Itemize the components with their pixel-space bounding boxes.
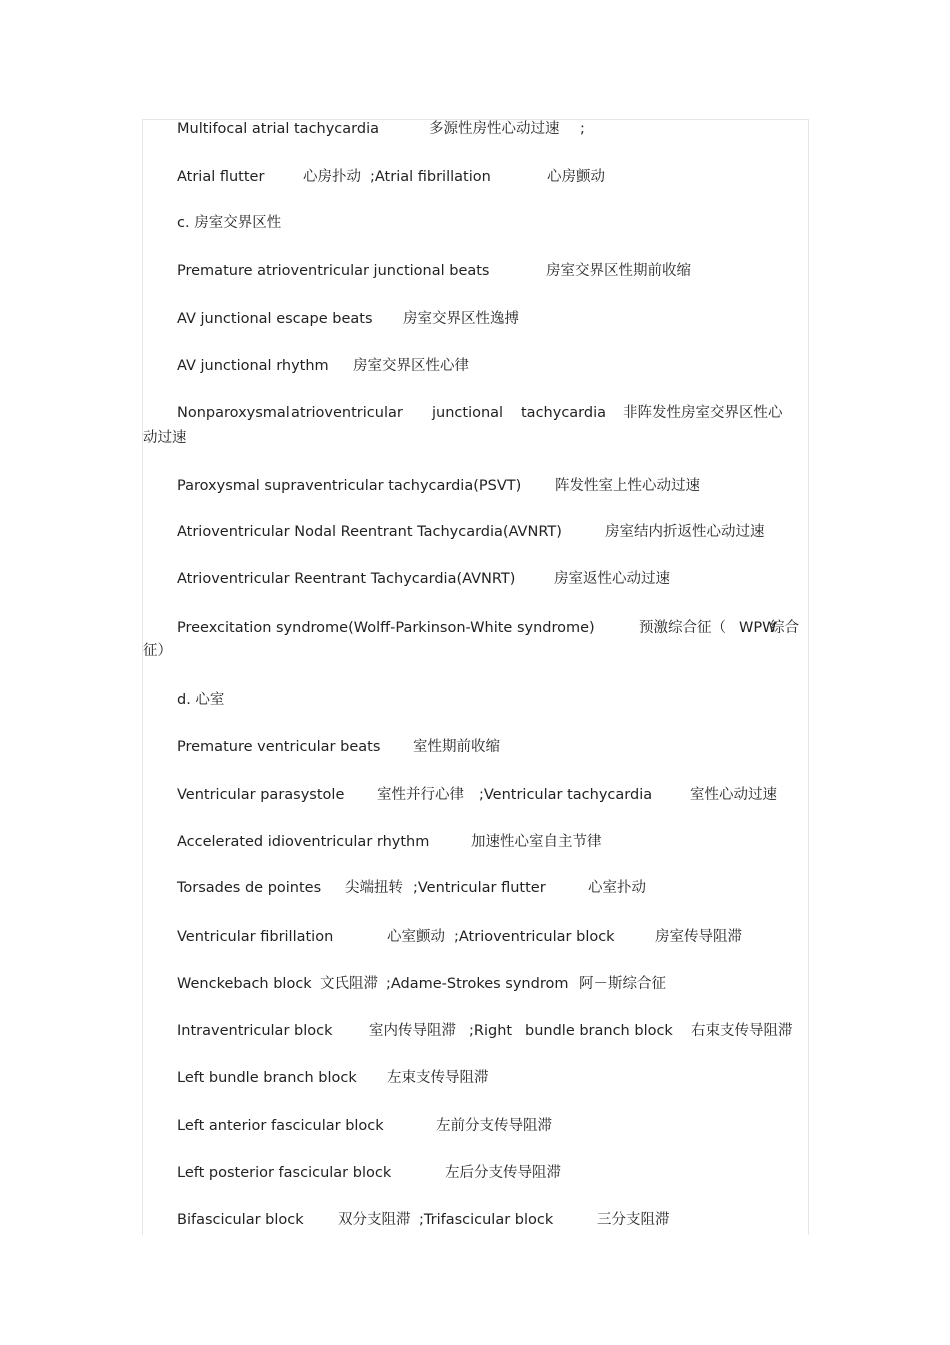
term-zh: 多源性房性心动过速 [429,121,560,137]
glossary-line-avrt [0,570,950,588]
glossary-line-wpw-wrap [0,642,950,660]
term-en: Atrioventricular Reentrant Tachycardia(AVNRT) [177,571,516,587]
glossary-line-wpw [0,619,950,637]
term-en: Left posterior fascicular block [177,1165,392,1181]
term-zh: 室性期前收缩 [413,739,500,755]
term-en: ;Ventricular tachycardia [479,787,653,803]
term-en: Ventricular parasystole [177,787,345,803]
term-en: AV junctional escape beats [177,311,373,327]
term-en: Premature ventricular beats [177,739,381,755]
term-zh: 右束支传导阻滞 [691,1023,793,1039]
glossary-line-bifasc [0,1211,950,1229]
glossary-line-vfib [0,928,950,946]
term-en: WPW [739,620,777,636]
term-zh: 征） [143,643,172,659]
term-zh: 综合 [770,620,799,636]
glossary-line-av-escape [0,310,950,328]
glossary-line-psvt [0,477,950,495]
glossary-line-avnrt [0,523,950,541]
glossary-line-torsades [0,879,950,897]
separator: ; [580,121,585,137]
term-en: Left bundle branch block [177,1070,357,1086]
term-zh: 动过速 [143,430,187,446]
term-en: atrioventricular [291,405,403,421]
glossary-line-pajb [0,262,950,280]
term-zh: 室内传导阻滞 [369,1023,456,1039]
glossary-line-multifocal [0,120,950,138]
glossary-line-nonparox [0,404,950,422]
term-en: Accelerated idioventricular rhythm [177,834,430,850]
glossary-line-aivr [0,833,950,851]
term-zh: 预激综合征（ [639,620,726,636]
term-en: Torsades de pointes [177,880,322,896]
term-en: Premature atrioventricular junctional beats [177,263,490,279]
term-zh: 室性并行心律 [377,787,464,803]
glossary-line-ivb [0,1022,950,1040]
term-zh: 房室交界区性心律 [353,358,469,374]
glossary-line-lpfb [0,1164,950,1182]
term-zh: 尖端扭转 [345,880,403,896]
glossary-line-parasystole [0,786,950,804]
glossary-line-av-rhythm [0,357,950,375]
term-zh: 非阵发性房室交界区性心 [623,405,783,421]
term-zh: 心室扑动 [588,880,646,896]
term-en: bundle branch block [525,1023,673,1039]
glossary-line-pvb [0,738,950,756]
term-en: Atrioventricular Nodal Reentrant Tachycardia(AVNRT) [177,524,562,540]
term-zh: 左前分支传导阻滞 [436,1118,552,1134]
term-en: ;Right [469,1023,513,1039]
term-zh: 房室返性心动过速 [554,571,670,587]
term-zh: 阿－斯综合征 [579,976,666,992]
term-en: ;Atrioventricular block [454,929,615,945]
term-zh: 室性心动过速 [690,787,777,803]
glossary-line-nonparox-wrap [0,429,950,447]
term-zh: 三分支阻滞 [597,1212,670,1228]
term-en: tachycardia [521,405,606,421]
glossary-line-flutter-fib [0,168,950,186]
term-en: ;Atrial fibrillation [370,169,491,185]
term-zh: 心房扑动 [303,169,361,185]
term-en: ;Adame-Strokes syndrom [386,976,569,992]
term-zh: 房室结内折返性心动过速 [605,524,765,540]
term-en: ;Ventricular flutter [413,880,546,896]
term-en: Wenckebach block [177,976,312,992]
heading-text: c. 房室交界区性 [177,215,282,231]
term-zh: 房室交界区性期前收缩 [546,263,691,279]
term-zh: 加速性心室自主节律 [471,834,602,850]
term-en: Paroxysmal supraventricular tachycardia(PSVT) [177,478,522,494]
glossary-line-lbbb [0,1069,950,1087]
term-en: ;Trifascicular block [419,1212,554,1228]
term-zh: 文氏阻滞 [320,976,378,992]
glossary-line-lafb [0,1117,950,1135]
term-zh: 心室颤动 [387,929,445,945]
term-en: Atrial flutter [177,169,265,185]
term-zh: 阵发性室上性心动过速 [555,478,700,494]
term-en: AV junctional rhythm [177,358,329,374]
term-en: Preexcitation syndrome(Wolff-Parkinson-White syndrome) [177,620,595,636]
page-frame [142,119,809,1235]
term-en: Intraventricular block [177,1023,333,1039]
term-en: Ventricular fibrillation [177,929,334,945]
term-zh: 左后分支传导阻滞 [445,1165,561,1181]
term-en: junctional [432,405,504,421]
section-heading-c [0,214,950,232]
heading-text: d. 心室 [177,692,225,708]
term-zh: 房室交界区性逸搏 [403,311,519,327]
term-zh: 左束支传导阻滞 [387,1070,489,1086]
term-en: Left anterior fascicular block [177,1118,384,1134]
term-zh: 房室传导阻滞 [655,929,742,945]
glossary-line-wenckebach [0,975,950,993]
term-zh: 心房颤动 [547,169,605,185]
term-zh: 双分支阻滞 [338,1212,411,1228]
term-en: Nonparoxysmal [177,405,290,421]
section-heading-d [0,691,950,709]
term-en: Bifascicular block [177,1212,304,1228]
term-en: Multifocal atrial tachycardia [177,121,379,137]
